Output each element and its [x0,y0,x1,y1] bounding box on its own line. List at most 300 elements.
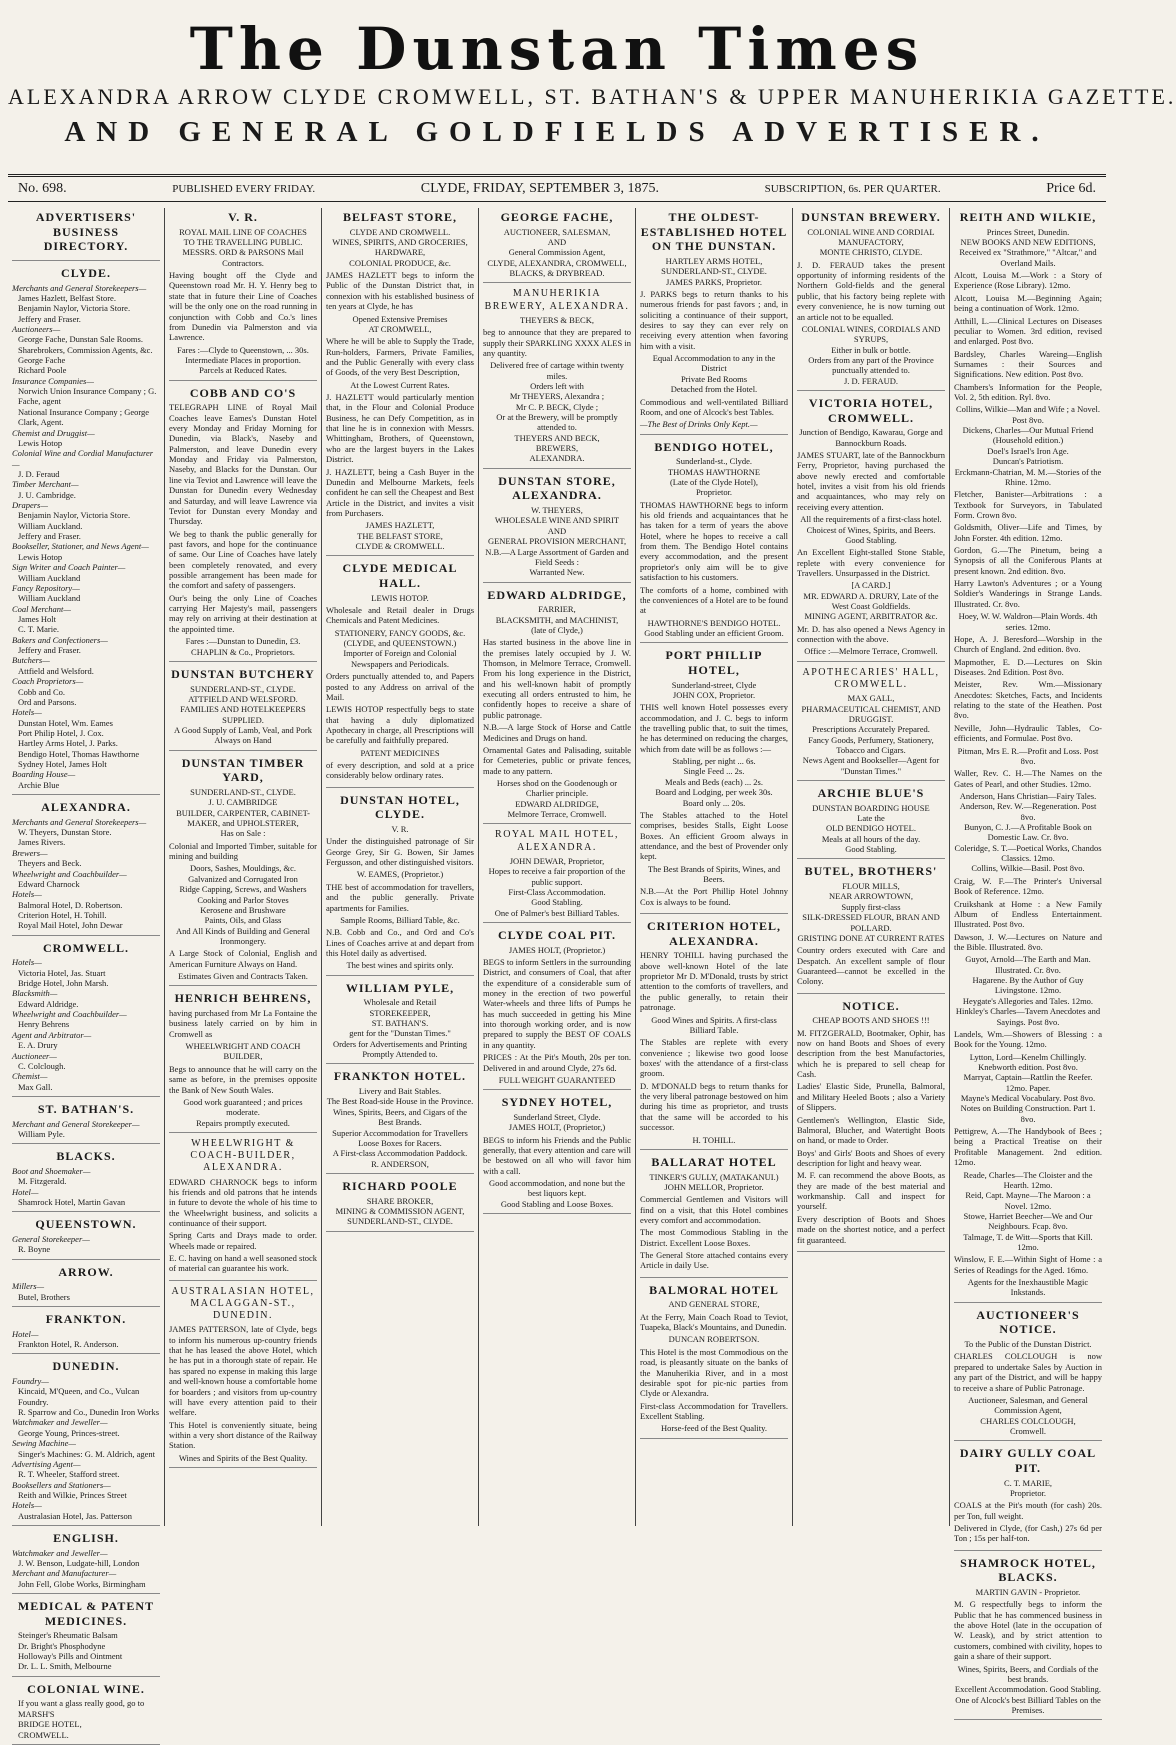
block-text: BRIDGE HOTEL, [18,1719,82,1730]
block-text: Reith and Wilkie, Princes Street [18,1490,127,1500]
block-heading: AUCTIONEER'S NOTICE. [976,1307,1080,1337]
block-text: N.B. Cobb and Co., and Ord and Co's Lines of Coaches arrive at and depart from this Hotel daily as advertised. [326,927,474,958]
block-text: FULL WEIGHT GUARANTEED [498,1074,616,1085]
masthead-subtitle-advertiser: AND GENERAL GOLDFIELDS ADVERTISER. [64,116,1050,148]
block-text: William Auckland. [18,520,83,531]
block-text: EDWARD ALDRIDGE, [515,798,599,809]
block-text: Good work guaranteed ; and prices moderate. [183,1096,303,1118]
block-text: Parcels at Reduced Rates. [199,365,287,376]
block-text: Good accommodation, and none but the best liquors kept. [489,1178,625,1199]
block-text: [A CARD.] [851,580,891,591]
block-text: Repairs promptly executed. [196,1117,290,1128]
block-text: Bridge Hotel, John Marsh. [18,978,109,989]
block-text: Merchant and Manufacturer— [12,1568,117,1579]
block-text: Guyot, Arnold—The Earth and Man. Illustrated. Cr. 8vo. [965,954,1091,975]
block-text: Edward Charnock [18,878,80,889]
block-text: John Fell, Globe Works, Birmingham [18,1578,146,1589]
block-text: Good Stabling and Loose Boxes. [500,1198,614,1209]
block-text: R. Sparrow and Co., Dunedin Iron Works [18,1407,160,1418]
block-text: First-class Accommodation for Travellers. Excellent Stabling. [640,1400,788,1421]
block-text: George Fache [18,355,66,366]
block-text: BLACKS, & DRYBREAD. [509,268,605,279]
block-heading: DUNEDIN. [52,1359,120,1374]
block-heading: DUNSTAN HOTEL, CLYDE. [340,792,460,822]
block-text: JAMES HAZLETT, [365,520,435,531]
block-text: James Holt [18,614,57,624]
block-text: Lytton, Lord—Kenelm Chillingly. Knebworth edition. Post 8vo. [969,1051,1087,1072]
block-text: A Good Supply of Lamb, Veal, and Pork Always on Hand [174,724,312,746]
column-5 [636,208,793,1526]
block-text: The General Store attached contains every Article in daily Use. [640,1250,788,1271]
block-text: J. D. Feraud [18,468,60,479]
block-heading: CRITERION HOTEL, ALEXANDRA. [646,919,782,948]
block-text: M. FITZGERALD, Bootmaker, Ophir, has now on hand Boots and Shoes of every description from the best Manufactories, which he is prepared to sell cheap for Cash. [797,1027,945,1080]
block-text: Cruikshank at Home : a New Family Album of Endless Entertainment. Illustrated. Post 8vo. [954,898,1102,930]
column-4 [479,208,636,1526]
block-text: Delivered in Clyde, (for Cash,) 27s 6d per Ton ; 15s per half-ton. [954,1523,1102,1544]
block-text: JAMES HOLT, (Proprietor,) [508,1122,606,1133]
block-text: Spring Carts and Drays made to order. Wheels made or repaired. [169,1230,317,1251]
block-text: LEWIS HOTOP. [371,592,429,603]
block-text: Gordon, G.—The Pinetum, being a Synopsis of all the Coniferous Plants at present known. 2nd edition. 8vo. [954,545,1102,576]
block-heading: SYDNEY HOTEL, [501,1095,613,1110]
advertisement-block [797,786,945,859]
block-text: FLOUR MILLS, [842,881,900,892]
block-text: STATIONERY, FANCY GOODS, &c. [334,627,466,638]
block-text: Mr C. P. BECK, Clyde ; [515,401,599,412]
block-text: Benjamin Naylor, Victoria Store. [18,510,131,521]
masthead-title: The Dunstan Times [189,15,925,83]
advertisement-block [326,1069,474,1174]
block-text: MINING AGENT, ARBITRATOR &c. [804,611,938,622]
block-text: Bendigo Hotel, Thomas Hawthorne [18,748,140,759]
block-text: Benjamin Naylor, Victoria Store. [18,303,131,314]
block-text: Hartley Arms Hotel, J. Parks. [18,738,118,749]
block-heading: ENGLISH. [53,1531,119,1546]
advertisement-block [169,1286,317,1468]
block-text: N.B.—At the Port Phillip Hotel Johnny Cox is always to be found. [640,886,788,907]
block-text: Has started business in the above line in the premises lately occupied by J. W. Thomson, in Melmore Terrace, Cromwell. From his long experience in the District, and his well-known habit of promptly executing all orders entrusted to him, he confidently hopes to receive a share of public patronage. [483,637,631,720]
block-text: Mr. D. has also opened a News Agency in connection with the above. [797,623,945,645]
block-text: H. TOHILL. [692,1134,736,1145]
block-text: This Hotel is the most Commodious on the road, is pleasantly situate on the banks of the Manuherikia River, and in a most desirable spot for pic-nic parties from Clyde or Alexandra. [640,1346,788,1399]
block-text: Or at the Brewery, will be promptly attended to. [496,412,618,433]
column-3 [322,208,479,1526]
block-text: Under the distinguished patronage of Sir George Grey, Sir G. Bowen, Sir James Fergusson, and other distinguished visitors. [326,836,474,868]
block-text: Chemist— [12,1071,48,1082]
issue-date: CLYDE, FRIDAY, SEPTEMBER 3, 1875. [420,181,659,196]
advertisement-block [326,210,474,556]
block-text: Either in bulk or bottle. [831,344,911,355]
block-text: Lewis Hotop [18,551,63,562]
block-text: CHAPLIN & Co., Proprietors. [191,646,295,657]
block-text: THE BELFAST STORE, [357,530,443,541]
block-text: Alcott, Louisa M.—Work : a Story of Experience (Rose Library). 12mo. [954,270,1102,291]
advertisement-block [12,1312,160,1354]
price: Price 6d. [1046,181,1096,196]
block-text: AND GENERAL STORE, [668,1299,760,1310]
block-text: The most Commodious Stabling in the District. Excellent Loose Boxes. [640,1227,788,1248]
block-text: Intermediate Places in proportion. [185,354,301,365]
block-text: JAMES HOLT, (Proprietor.) [508,944,606,955]
block-text: Goldsmith, Oliver—Life and Times, by John Forster. 4th edition. 12mo. [954,522,1102,543]
block-text: Collins, Wilkie—Basil. Post 8vo. [971,863,1085,874]
block-text: Stowe, Harriet Beecher—We and Our Neighbours. Fcap. 8vo. [963,1210,1093,1232]
block-text: Butel, Brothers [18,1291,70,1302]
block-text: Single Feed ... 2s. [683,766,745,777]
block-text: Advertising Agent— [12,1458,81,1469]
issue-number: No. 698. [18,181,67,196]
block-text: N.B.—A Large Assortment of Garden and Field Seeds : [485,546,629,567]
block-text: Our's being the only Line of Coaches carrying Her Majesty's mail, passengers may rely on arriving at their destination at the appointed time. [169,592,317,634]
block-text: CLYDE & CROMWELL. [355,541,445,552]
block-text: CROMWELL. [18,1729,69,1740]
block-text: Where he will be able to Supply the Trade, Run-holders, Farmers, Private Families, and the Public Generally with every class of Goods, of the very Best Description, [326,336,474,378]
block-text: beg to announce that they are prepared to supply their SPARKLING XXXX ALES in any quantity. [483,327,631,358]
block-text: GENERAL PROVISION MERCHANT, [487,536,627,547]
block-text: The comforts of a home, combined with the conveniences of a Hotel are to be found at [640,584,788,616]
block-text: Reid, Capt. Mayne—The Maroon : a Novel. 12mo. [965,1190,1091,1211]
columns [8,208,1106,1740]
advertisement-block [12,1265,160,1307]
block-text: Every description of Boots and Shoes made on the shortest notice, and a perfect fit guaranteed. [797,1213,945,1245]
block-text: Foundry— [12,1376,49,1387]
advertisement-block [483,210,631,283]
block-text: Cooking and Parlor Stoves [197,894,289,905]
block-text: Merchants and General Storekeepers— [12,282,147,293]
block-text: Henry Behrens [18,1019,70,1030]
advertisement-block [797,210,945,391]
block-text: And All Kinds of Building and General Ironmongery. [175,925,311,946]
block-text: Royal Mail Hotel, John Dewar [18,920,123,931]
block-text: Proprietor. [695,487,733,498]
advertisement-block [954,1446,1102,1550]
block-text: STOREKEEPER, [369,1007,431,1018]
block-text: EDWARD CHARNOCK begs to inform his friends and old patrons that he intends in future to devote the whole of his time to the Wheelwright business, and solicits a continuance of their support. [169,1176,317,1228]
block-text: Anderson, Rev. W.—Regeneration. Post 8vo. [959,801,1097,822]
block-text: Landels, Wm.—Showers of Blessing : a Book for the Young. 12mo. [954,1028,1102,1050]
block-text: Auctioneers— [12,323,61,334]
block-text: Received ex "Strathmore," "Altcar," and Overland Mails. [959,247,1097,268]
block-text: PRICES : At the Pit's Mouth, 20s per ton. Delivered in and around Clyde, 27s 6d. [483,1052,631,1073]
block-text: FARRIER, [538,604,576,615]
block-text: All the requirements of a first-class hotel. [800,514,942,525]
block-text: Holloway's Pills and Ointment [18,1651,123,1662]
block-text: Dr. L. L. Smith, Melbourne [18,1661,112,1672]
block-text: George Young, Princes-street. [18,1427,120,1438]
block-text: Begs to announce that he will carry on the same as before, in the premises opposite the Bank of New South Wales. [169,1063,317,1095]
block-heading: GEORGE FACHE, [500,210,614,224]
block-text: Kerosene and Brushware [200,904,286,915]
block-text: Bookseller, Stationer, and News Agent— [12,541,149,552]
advertisement-block [169,386,317,662]
block-text: Balmoral Hotel, D. Robertson. [18,899,123,910]
block-text: Sunderland Street, Clyde. [513,1111,601,1122]
block-text: Collins, Wilkie—Man and Wife ; a Novel. Post 8vo. [956,404,1100,425]
block-text: Insurance Companies— [12,375,94,386]
block-text: Chemist and Druggist— [12,427,95,438]
advertisement-block [483,928,631,1090]
advertisement-block [483,474,631,583]
block-text: Sewing Machine— [12,1438,76,1449]
block-text: SUNDERLAND-ST., CLYDE. [190,683,296,694]
block-text: JOHN COX, Proprietor. [672,689,756,700]
block-heading: CLYDE COAL PIT. [497,927,617,942]
block-heading: CROMWELL. [42,940,129,955]
block-text: of every description, and sold at a price considerably below ordinary rates. [326,760,474,781]
advertisement-block [640,648,788,914]
block-text: PHARMACEUTICAL CHEMIST, AND DRUGGIST. [801,703,941,724]
block-text: Steinger's Rheumatic Balsam [18,1630,118,1641]
block-text: MR. EDWARD A. DRURY, Late of the West Coast Goldfields. [803,590,939,612]
block-text: J. PARKS begs to return thanks to his numerous friends for past favors ; and, in soliciting a continuance of their support, desires to say they can ever rely on receiving every attention when favoring him with a visit. [640,288,788,351]
block-text: —The Best of Drinks Only Kept.— [640,419,758,430]
block-text: Coleridge, S. T.—Poetical Works, Chandos Classics. 12mo. [954,842,1102,864]
block-text: Pettigrew, A.—The Handybook of Bees ; being a Practical Treatise on their Profitable Management. 2nd edition. 12mo. [954,1126,1102,1168]
block-text: Has on Sale : [220,828,266,839]
block-text: At the Ferry, Main Coach Road to Teviot, Tuapeka, Black's Mountains, and Dunedin. [640,1311,788,1333]
block-heading: MANUHERIKIA BREWERY, ALEXANDRA. [484,288,630,312]
block-text: THEYERS & BECK, [520,314,594,325]
block-text: Livery and Bait Stables. [358,1086,442,1097]
advertisement-block [640,1155,788,1278]
block-text: Cromwell. [1009,1425,1047,1436]
block-text: Notes on Building Construction. Part 1. 8vo. [960,1103,1096,1124]
block-text: J. W. Benson, Ludgate-hill, London [18,1558,140,1569]
block-text: Jeffery and Fraser. [18,313,81,324]
block-text: Ladies' Elastic Side, Prunella, Balmoral, and Military Heeled Boots ; also a Variety of Slippers. [797,1081,945,1113]
block-heading: ARCHIE BLUE'S [817,786,925,801]
block-text: Good Stabling. [845,844,897,855]
block-text: Auctioneer— [12,1050,57,1061]
block-text: Estimates Given and Contracts Taken. [178,971,308,982]
block-text: Delivered free of cartage within twenty miles. [490,360,624,381]
block-text: Brewers— [12,847,48,858]
block-text: Colonial and Imported Timber, suitable for mining and building [169,840,317,862]
block-text: GRISTING DONE AT CURRENT RATES [797,932,945,943]
block-heading: HENRICH BEHRENS, [174,991,312,1006]
block-heading: BENDIGO HOTEL, [654,439,774,454]
block-text: Singer's Machines: G. M. Aldrich, agent [18,1448,156,1459]
block-heading: PORT PHILLIP HOTEL, [665,648,763,677]
block-text: Australasian Hotel, Jas. Patterson [18,1510,133,1521]
block-text: Commodious and well-ventilated Billiard Room, and one of Alcock's best Tables. [640,396,788,417]
block-text: SHARE BROKER, [366,1195,434,1206]
block-text: OLD BENDIGO HOTEL. [826,823,916,834]
advertisement-block [12,1217,160,1259]
block-text: Sunderland-st., Clyde. [675,456,753,467]
block-text: James Hazlett, Belfast Store. [18,292,116,303]
block-text: Junction of Bendigo, Kawarau, Gorge and Bannockburn Roads. [799,427,943,448]
block-text: Mayne's Medical Vocabulary. Post 8vo. [960,1093,1096,1104]
block-text: AUCTIONEER, SALESMAN, [503,226,611,237]
advertisement-block [326,1179,474,1232]
block-heading: BLACKS. [56,1149,116,1164]
advertisement-block [326,793,474,976]
block-text: COALS at the Pit's mouth (for cash) 20s. per Ton, full weight. [954,1500,1102,1521]
block-text: THOMAS HAWTHORNE begs to inform his old friends and acquaintances that he has taken for a term of years the above Hotel, where he hopes to receive a call from them. The Bendigo Hotel contains every accommodation, and the present proprietor's only aim will be to give satisfaction to his customers. [640,499,788,583]
block-text: BUILDER, CARPENTER, CABINET-MAKER, and UPHOLSTERER, [176,807,310,829]
block-text: Archie Blue [18,779,60,790]
block-text: Orders for Advertisements and Printing Promptly Attended to. [332,1038,468,1060]
block-text: Bunyon, C. J.—A Profitable Book on Domestic Law. Cr. 8vo. [964,822,1092,843]
block-text: MESSRS. ORD & PARSONS Mail Contractors. [182,247,304,268]
block-text: C. T. MARIE, [1003,1477,1053,1488]
block-text: DUNSTAN BOARDING HOUSE [812,802,930,813]
block-heading: FRANKTON. [45,1312,127,1327]
block-text: R. ANDERSON, [371,1158,429,1169]
block-text: General Storekeeper— [12,1234,90,1245]
block-text: Princes Street, Dunedin. [986,226,1070,237]
block-text: having purchased from Mr La Fontaine the business lately carried on by him in Cromwell as [169,1008,317,1039]
block-text: Hotels— [12,1500,42,1511]
block-text: Auctioneer, Salesman, and General Commission Agent, [968,1394,1088,1416]
block-text: Wines, Spirits, Beers, and Cordials of the best brands. [957,1663,1099,1684]
block-text: J. D. FERAUD takes the present opportunity of informing residents of the Northern Gold-fields and the general public, that his factory being replete with every convenience, he is now turning out an article not to be equalled. [797,259,945,322]
block-text: Hope, A. J. Beresford—Worship in the Church of England. 2nd edition. 8vo. [954,633,1102,655]
advertisement-block [640,919,788,1150]
block-text: Bakers and Confectioners— [12,634,108,645]
block-text: E. A. Drury [18,1040,58,1051]
block-text: Wholesale and Retail [363,997,437,1008]
block-text: FAMILIES AND HOTELKEEPERS SUPPLIED. [180,704,306,725]
block-text: HARDWARE, [374,247,426,258]
block-text: William Auckland [18,572,81,583]
block-text: An Excellent Eight-stalled Stone Stable, replete with every convenience for Travellers. Unsurpassed in the District. [797,547,945,578]
block-heading: BELFAST STORE, [342,210,458,224]
block-text: J. U. Cambridge. [18,489,76,500]
block-text: gent for the "Dunstan Times." [349,1028,451,1039]
block-heading: REITH AND WILKIE, [959,210,1097,224]
block-text: Sign Writer and Coach Painter— [12,562,126,573]
block-text: Merchant and General Storekeeper— [12,1118,140,1129]
subscription-rate: SUBSCRIPTION, 6s. PER QUARTER. [764,183,941,195]
advertisement-block [483,1095,631,1214]
block-text: Hagarene. By the Author of Guy Livingstone. 12mo. [972,975,1084,996]
advertisement-block [326,981,474,1065]
block-text: Theyers and Beck. [18,858,82,869]
block-text: James Rivers. [18,837,66,848]
advertisement-block [12,1359,160,1526]
block-text: To the Public of the Dunstan District. [964,1339,1092,1350]
block-text: HAWTHORNE'S BENDIGO HOTEL. [647,617,781,628]
advertisement-block [797,667,945,781]
block-text: Coal Merchant— [12,603,71,614]
block-text: Prescriptions Accurately Prepared. [812,724,930,735]
block-text: Dickens, Charles—Our Mutual Friend (Household edition.) [962,425,1094,446]
block-text: Hinkley's Charles—Tavern Anecdotes and Sayings. Post 8vo. [955,1006,1101,1027]
block-text: COLONIAL WINES, CORDIALS AND SYRUPS, [801,323,941,345]
masthead-subtitle: ALEXANDRA ARROW CLYDE CROMWELL, ST. BATHAN'S & UPPER MANUHERIKIA GAZETTE. [8,84,1176,109]
block-text: C. Colclough. [18,1060,66,1071]
block-text: Merchants and General Storekeepers— [12,816,147,827]
block-text: Neville, John—Hydraulic Tables, Co-efficients, and Formulae. Post 8vo. [954,722,1102,744]
block-text: SILK-DRESSED FLOUR, BRAN AND POLLARD. [802,912,940,933]
block-text: TELEGRAPH LINE of Royal Mail Coaches leave Eames's Dunstan Hotel every Monday and Friday Morning for Dunedin, via Black's, Naseby and Palmerston, and leave Dunedin every Monday and Friday via Palmerston, Naseby, and Blacks for the Dunstan. Our line via Teviot and Lawrence will leave the Dunstan for Dunedin every Wednesday and Saturday, and will leave Lawrence via Teviot for Dunstan every Monday and Thursday. [169,402,317,527]
block-text: BLACKSMITH, and MACHINIST, [495,614,619,625]
advertisement-block [12,941,160,1097]
block-text: COLONIAL WINE AND CORDIAL MANUFACTORY, [807,226,935,247]
block-text: Talmage, T. de Witt—Sports that Kill. 12mo. [963,1231,1093,1253]
block-text: CHEAP BOOTS AND SHOES !!! [812,1015,930,1026]
block-text: BEGS to inform Settlers in the surrounding District, and consumers of Coal, that after the expenditure of a considerable sum of money in the erection of two powerful Water-wheels and three lifts of Pumps he has much succeeded in getting his Mine into thorough working order, and is now prepared to supply the BEST OF COALS in any quantity. [483,956,631,1050]
block-text: MONTE CHRISTO, CLYDE. [819,247,923,258]
block-heading: COLONIAL WINE. [27,1681,145,1696]
block-text: DUNCAN ROBERTSON. [668,1334,760,1345]
column-6 [793,208,950,1526]
block-text: Fancy Repository— [12,582,80,593]
block-text: First-Class Accommodation. [508,886,606,897]
advertisement-block [954,1556,1102,1721]
block-heading: WHEELWRIGHT & COACH-BUILDER, ALEXANDRA. [190,1137,296,1174]
block-text: We beg to thank the public generally for past favors, and hope for the continuance of same. Our Line of Coaches have lately been completely renovated, and every possible arrangement has been made for the comfort and safety of passengers. [169,528,317,591]
block-text: AND [547,525,567,536]
block-heading: APOTHECARIES' HALL, CROMWELL. [802,666,940,690]
block-text: Opened Extensive Premises [352,313,448,324]
block-text: Wheelwright and Coachbuilder— [12,1009,127,1020]
block-text: C. T. Marie. [18,624,59,635]
block-text: Ord and Parsons. [18,696,77,707]
block-text: Wines, Spirits, Beers, and Cigars of the Best Brands. [333,1106,467,1128]
advertisement-block [12,1599,160,1677]
block-text: Frankton Hotel, R. Anderson. [18,1339,119,1350]
block-text: AT CROMWELL, [368,323,432,334]
column-7 [950,208,1106,1715]
block-text: Detached from the Hotel. [670,384,758,395]
block-text: Having bought off the Clyde and Queenstown road Mr. H. Y. Henry beg to state that in future their Line of Coaches will be the only one on the road running in conjunction with Cobb and Co.'s lines from Dunedin via Palmerston and via Lawrence. [169,270,317,343]
block-text: D. M'DONALD begs to return thanks for the very liberal patronage bestowed on him during his time as proprietor, and trusts that the same will be accorded to his successor. [640,1080,788,1133]
block-text: Blacksmith— [12,988,58,999]
block-text: Good Wines and Spirits. A first-class Billiard Table. [651,1014,777,1035]
block-text: WHEELWRIGHT AND COACH BUILDER, [185,1041,301,1062]
advertisement-block [12,1149,160,1212]
block-text: George Fache, Dunstan Sale Rooms. [18,334,143,345]
block-text: N.B.—A large Stock of Horse and Cattle Medicines and Drugs on hand. [483,722,631,743]
block-text: HARTLEY ARMS HOTEL, SUNDERLAND-ST., CLYDE. [661,255,767,277]
block-text: Meals and Beds (each) ... 2s. [665,776,763,787]
block-text: Attfield and Welsford. [18,665,94,676]
block-heading: CLYDE MEDICAL HALL. [342,561,458,591]
block-text: Victoria Hotel, Jas. Stuart [18,967,106,978]
advertisement-block [954,1308,1102,1441]
publication-frequency: PUBLISHED EVERY FRIDAY. [172,183,316,195]
block-text: Coach Proprietors— [12,676,84,687]
block-text: Loose Boxes for Racers. [358,1137,442,1148]
advertisement-block [169,667,317,751]
block-text: Atthill, L.—Clinical Lectures on Diseases peculiar to Women. 3rd edition, revised and enlarged. Post 8vo. [954,315,1102,347]
block-heading: ALEXANDRA. [41,800,131,815]
block-text: Hotels— [12,889,42,900]
block-text: Galvanized and Corrugated Iron [188,873,298,884]
block-text: General Commission Agent, [508,247,606,258]
block-text: The Stables are replete with every convenience ; likewise two good loose boxes' with the attendance of a first-class groom. [640,1037,788,1079]
block-heading: DUNSTAN BUTCHERY [171,666,315,681]
block-text: M. F. can recommend the above Boots, as they are made of the best material and workmanship. Call and inspect for yourself. [797,1170,945,1212]
block-text: CLYDE, ALEXANDRA, CROMWELL, [487,257,627,268]
block-text: Port Philip Hotel, J. Cox. [18,727,104,738]
block-text: AND [547,236,567,247]
block-text: CLYDE AND CROMWELL. [349,226,451,237]
block-heading: BALLARAT HOTEL [651,1154,777,1169]
advertisement-block [640,210,788,435]
block-text: At the Lowest Current Rates. [350,379,450,390]
block-text: Office :—Melmore Terrace, Cromwell. [804,646,938,657]
block-heading: DUNSTAN BREWERY. [801,210,941,224]
block-text: R. T. Wheeler, Stafford street. [18,1469,120,1480]
block-text: W. EAMES, (Proprietor.) [356,869,444,880]
advertisement-block [640,440,788,644]
block-text: Ornamental Gates and Palisading, suitable for Cemeteries, public or private fences, made to any pattern. [483,744,631,776]
